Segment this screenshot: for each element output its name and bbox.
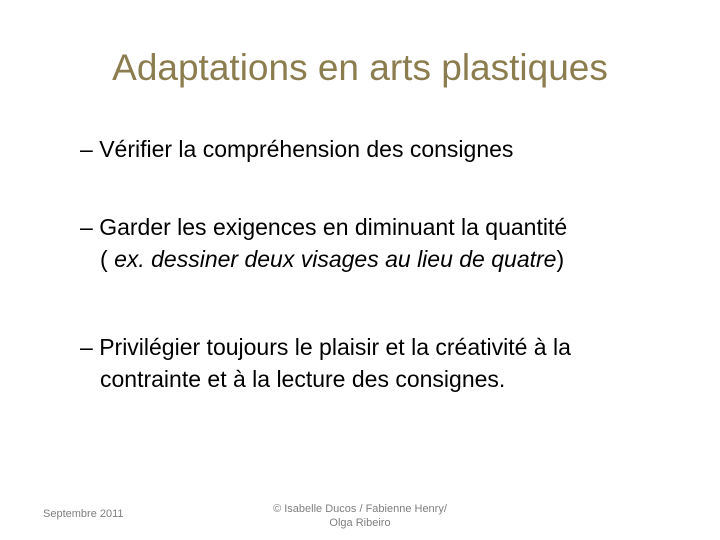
bullet-line — [80, 211, 660, 243]
bullet-line — [80, 133, 660, 165]
bullet-example — [80, 243, 660, 275]
footer-credit-line: Olga Ribeiro — [329, 517, 391, 529]
bullet-dash: – — [80, 214, 93, 240]
bullet-line — [80, 331, 660, 363]
bullet-item — [80, 331, 660, 395]
bullet-text: Privilégier toujours le plaisir et la créativité à la — [99, 334, 571, 360]
example-close: ) — [556, 246, 565, 272]
footer-credit — [245, 502, 475, 530]
footer-credit-line: © Isabelle Ducos / Fabienne Henry/ — [273, 503, 447, 515]
bullet-item — [80, 211, 660, 275]
bullet-text: Garder les exigences en diminuant la quantité — [99, 214, 568, 240]
bullet-continuation: contrainte et à la lecture des consignes. — [100, 366, 506, 392]
example-text: ex. dessiner deux visages au lieu de quatre — [114, 246, 557, 272]
bullet-dash: – — [80, 136, 93, 162]
bullet-dash: – — [80, 334, 93, 360]
footer-date: Septembre 2011 — [43, 508, 124, 520]
slide-title: Adaptations en arts plastiques — [112, 47, 608, 88]
bullet-item — [80, 133, 660, 165]
example-open: ( — [100, 246, 115, 272]
bullet-text: Vérifier la compréhension des consignes — [99, 136, 514, 162]
